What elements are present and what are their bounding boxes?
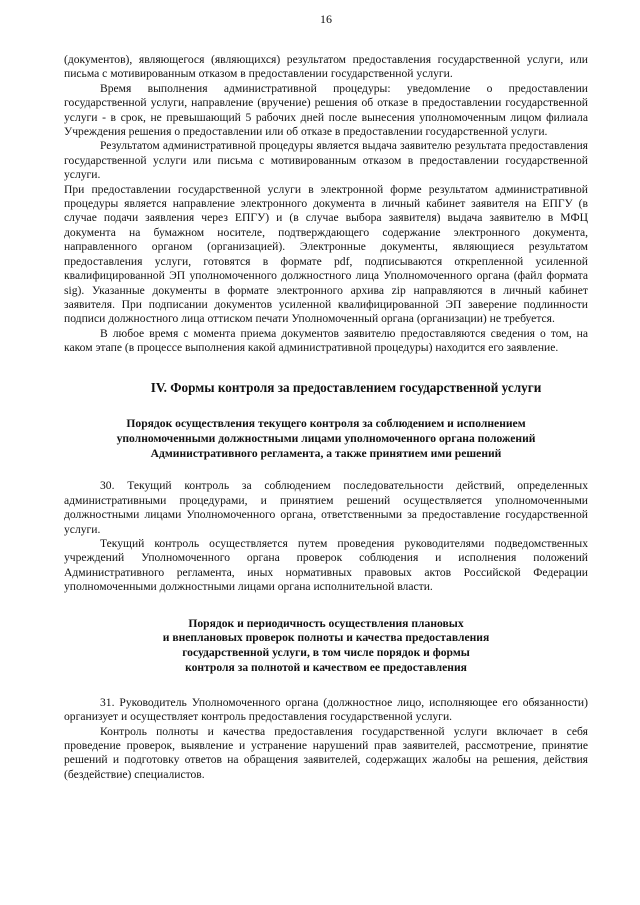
subsection-title-line: и внеплановых проверок полноты и качества предоставления — [162, 631, 490, 645]
page-number: 16 — [320, 12, 332, 26]
paragraph: (документов), являющегося (являющихся) результатом предоставления государственной услуги, или письма с мотивированным отказом в предоставлении государственной услуги. — [64, 53, 588, 81]
subsection-title-line: уполномоченными должностными лицами уполномоченного органа положений — [116, 431, 536, 445]
subsection-title-line: контроля за полнотой и качеством ее предоставления — [185, 660, 467, 674]
paragraph: Контроль полноты и качества предоставления государственной услуги включает в себя проведение проверок, выявление и устранение нарушений прав заявителей, рассмотрение, принятие решений и подготовку ответов на обращения заявителей, содержащих жалобы на решения, действия (бездействие) специалистов. — [64, 724, 588, 781]
subsection-title-line: Порядок и периодичность осуществления плановых — [188, 616, 464, 630]
paragraph: 31. Руководитель Уполномоченного органа (должностное лицо, исполняющее его обязанности) организует и осуществляет контроль предоставления государственной услуги. — [64, 695, 588, 724]
section-title: IV. Формы контроля за предоставлением государственной услуги — [150, 379, 542, 395]
paragraph: Результатом административной процедуры является выдача заявителю результата предоставления государственной услуги или письма с мотивированным отказом в предоставлении государственной услуги. — [64, 139, 588, 182]
subsection-title-line: государственной услуги, в том числе порядок и формы — [182, 646, 470, 660]
paragraph: Время выполнения административной процедуры: уведомление о предоставлении государственной услуги, направление (вручение) решения об отказе в предоставлении государственной услуги - в срок, не превышающий 5 рабочих дней после вынесения уполномоченным лицом филиала Учреждения решения о предоставлении или об отказе в предоставлении государственной услуги. — [64, 81, 588, 139]
paragraph: Текущий контроль осуществляется путем проведения руководителями подведомственных учреждений Уполномоченного органа проверок соблюдения и исполнения положений Административного регламента, иных нормативных правовых актов Российской Федерации уполномоченными должностными лицами органа исполнительной власти. — [64, 536, 588, 594]
subsection-title — [64, 417, 588, 461]
subsection-title-line: Административного регламента, а также принятием ими решений — [150, 446, 502, 460]
document-body — [64, 53, 588, 782]
subsection-title — [64, 617, 588, 676]
subsection-title-line: Порядок осуществления текущего контроля за соблюдением и исполнением — [126, 416, 526, 430]
paragraph: В любое время с момента приема документов заявителю предоставляются сведения о том, на каком этапе (в процессе выполнения какой административной процедуры) находится его заявление. — [64, 326, 588, 355]
paragraph: При предоставлении государственной услуги в электронной форме результатом административной процедуры является направление электронного документа в личный кабинет заявителя на ЕПГУ (в случае подачи заявления через ЕПГУ) и (в случае выбора заявителя) выдача заявителю в МФЦ документа на бумажном носителе, подтверждающего содержание электронного документа, направленного органом (организацией). Электронные документы, являющиеся результатом предоставления услуги, готовятся в формате pdf, подписываются открепленной усиленной квалифицированной ЭП уполномоченного должностного лица Уполномоченного органа (файл формата sig). Указанные документы в формате электронного архива zip направляются в личный кабинет заявителя. При подписании документов усиленной квалифицированной ЭП заверение подлинности подписи должностного лица оттиском печати Уполномоченный органа (организации) не требуется. — [64, 182, 588, 326]
paragraph: 30. Текущий контроль за соблюдением последовательности действий, определенных административными процедурами, и принятием решений осуществляется уполномоченными должностными лицами Уполномоченного органа, ответственными за предоставление государственной услуги. — [64, 479, 588, 536]
